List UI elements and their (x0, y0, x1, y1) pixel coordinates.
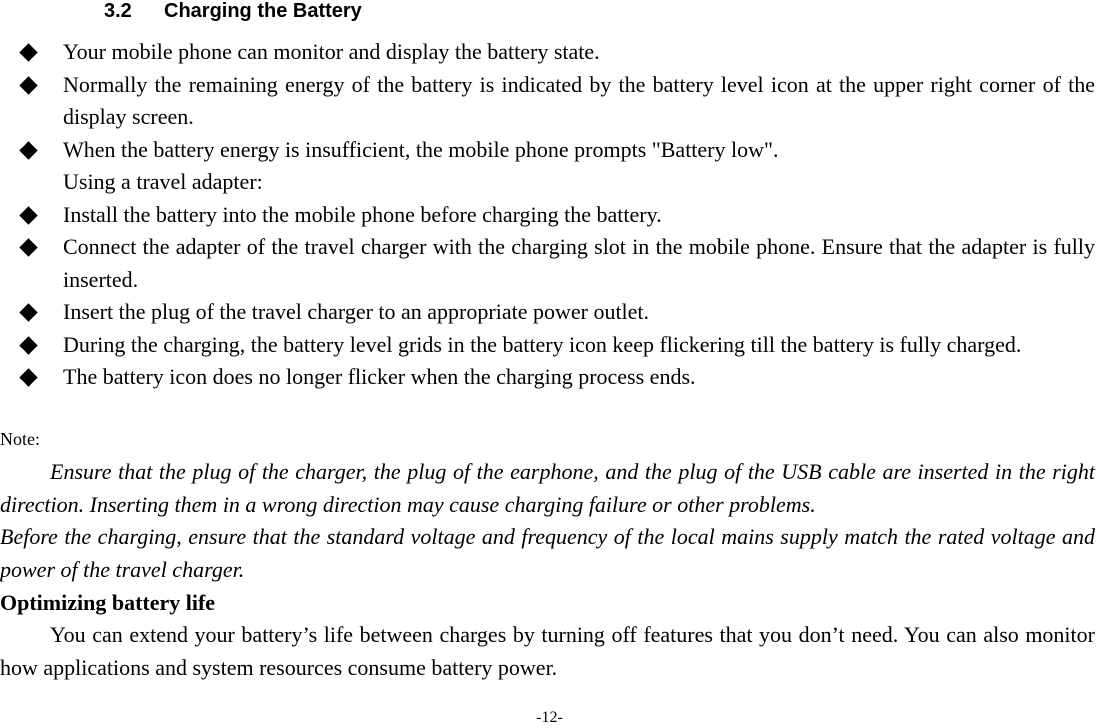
bullet-text: Install the battery into the mobile phone before charging the battery. (63, 201, 662, 227)
bullet-text: Your mobile phone can monitor and display the battery state. (63, 39, 600, 64)
diamond-bullet-icon (19, 336, 37, 354)
bullet-list (0, 36, 1099, 394)
diamond-bullet-icon (19, 141, 37, 159)
bullet-text: When the battery energy is insufficient, the mobile phone prompts "Battery low". (63, 136, 779, 162)
bullet-item (0, 361, 1099, 394)
travel-adapter-subheading: Using a travel adapter: (63, 169, 263, 194)
bullet-item (0, 199, 1099, 232)
bullet-text: Connect the adapter of the travel charger with the charging slot in the mobile phone. Ensure that the adapter is fully inserted. (63, 234, 1095, 292)
bullet-item (0, 329, 1099, 362)
section-heading (104, 0, 362, 23)
bullet-text: Normally the remaining energy of the battery is indicated by the battery level icon at the upper right corner of the display screen. (63, 71, 1095, 129)
diamond-bullet-icon (19, 368, 37, 386)
bullet-item (0, 134, 1099, 167)
optimizing-paragraph: You can extend your battery’s life between charges by turning off features that you don’t need. You can also monitor how applications and system resources consume battery power. (0, 622, 1095, 680)
diamond-bullet-icon (19, 76, 37, 94)
note-body (0, 456, 1095, 586)
diamond-bullet-icon (19, 238, 37, 256)
bullet-text: During the charging, the battery level grids in the battery icon keep flickering till the battery is fully charged. (63, 331, 1022, 357)
section-number: 3.2 (104, 0, 132, 22)
bullet-item (0, 231, 1099, 296)
note-label: Note: (0, 429, 40, 449)
diamond-bullet-icon (19, 43, 37, 61)
bullet-text: The battery icon does no longer flicker when the charging process ends. (63, 364, 696, 389)
page-number: -12- (536, 709, 563, 726)
diamond-bullet-icon (19, 206, 37, 224)
optimizing-heading: Optimizing battery life (0, 590, 216, 615)
bullet-item (0, 69, 1099, 134)
note-paragraph: Before the charging, ensure that the standard voltage and frequency of the local mains supply match the rated voltage and power of the travel charger. (0, 524, 1095, 582)
bullet-item (0, 36, 1099, 69)
section-title: Charging the Battery (164, 0, 362, 22)
note-paragraph: Ensure that the plug of the charger, the plug of the earphone, and the plug of the USB cable are inserted in the right direction. Inserting them in a wrong direction may cause charging failure or other problems. (0, 459, 1095, 517)
bullet-item (0, 296, 1099, 329)
bullet-text: Insert the plug of the travel charger to an appropriate power outlet. (63, 299, 650, 324)
diamond-bullet-icon (19, 303, 37, 321)
